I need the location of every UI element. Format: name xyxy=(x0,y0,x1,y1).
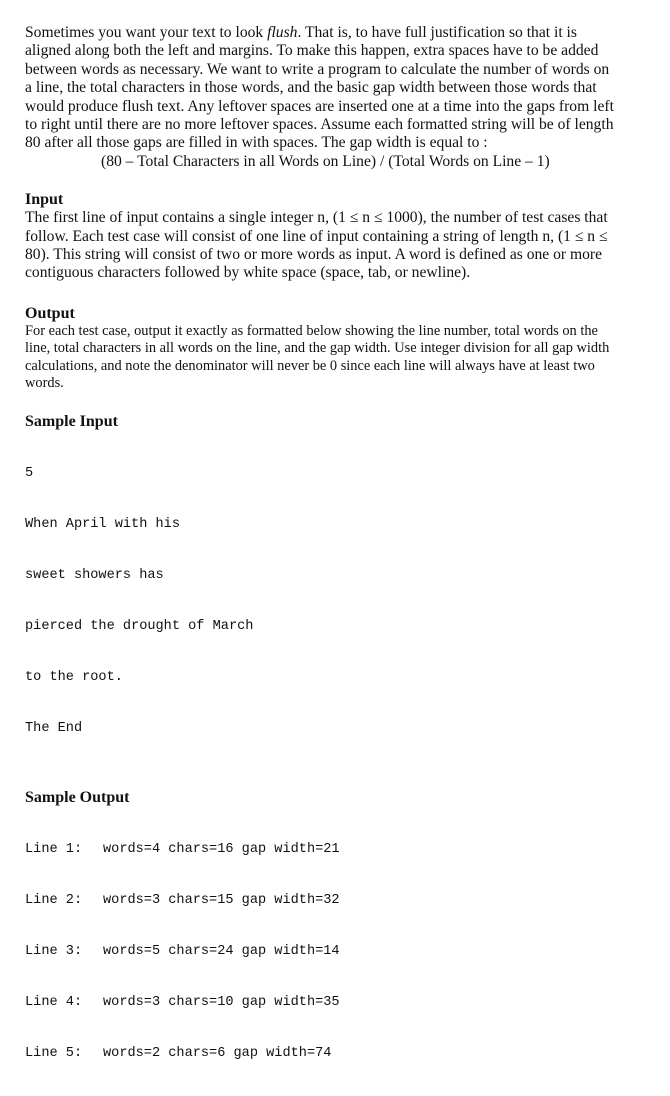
input-heading: Input xyxy=(25,191,64,209)
input-line: contiguous characters followed by white space (space, tab, or newline). xyxy=(25,264,471,282)
sample-output-row xyxy=(25,841,640,858)
sample-input-line: The End xyxy=(25,720,83,736)
output-line: line, total characters in all words on the line, and the gap width. Use integer division for all gap width xyxy=(25,340,610,357)
sample-input-block xyxy=(25,431,640,771)
intro-line: 80 after all those gaps are filled in with spaces. The gap width is equal to : xyxy=(25,134,488,152)
sample-output-block xyxy=(25,807,640,1096)
intro-line: would produce flush text. Any leftover spaces are inserted one at a time into the gaps from left xyxy=(25,97,614,115)
intro-line: aligned along both the left and margins. To make this happen, extra spaces have to be added xyxy=(25,42,599,60)
sample-output-row xyxy=(25,892,640,909)
sample-output-text: words=4 chars=16 gap width=21 xyxy=(103,841,340,857)
sample-input-line: pierced the drought of March xyxy=(25,618,254,634)
intro-line: between words as necessary. We want to write a program to calculate the number of words on xyxy=(25,60,610,78)
sample-input-line: sweet showers has xyxy=(25,567,164,583)
gap-width-formula: (80 – Total Characters in all Words on Line) / (Total Words on Line – 1) xyxy=(101,152,550,170)
sample-output-text: words=3 chars=10 gap width=35 xyxy=(103,994,340,1010)
intro-line: Sometimes you want your text to look flush. That is, to have full justification so that it is xyxy=(25,24,577,41)
sample-input-line: to the root. xyxy=(25,669,123,685)
output-line: calculations, and note the denominator will never be 0 since each line will always have at least two xyxy=(25,357,595,374)
input-line: follow. Each test case will consist of one line of input containing a string of length n, (1 ≤ n ≤ xyxy=(25,227,608,245)
input-paragraph xyxy=(25,209,640,283)
input-line: 80). This string will consist of two or more words as input. A word is defined as one or more xyxy=(25,246,603,264)
output-heading: Output xyxy=(25,304,75,322)
intro-line: a line, the total characters in those words, and the basic gap width between those words that xyxy=(25,79,597,97)
sample-output-row xyxy=(25,1045,640,1062)
sample-output-text: words=5 chars=24 gap width=14 xyxy=(103,943,340,959)
sample-output-label: Line 1: xyxy=(25,841,83,857)
sample-input-line: 5 xyxy=(25,465,34,481)
output-paragraph xyxy=(25,323,640,393)
sample-output-label: Line 3: xyxy=(25,943,83,959)
output-line: For each test case, output it exactly as formatted below showing the line number, total words on the xyxy=(25,322,598,339)
flush-word: flush xyxy=(267,24,298,41)
sample-input-line: When April with his xyxy=(25,516,180,532)
sample-output-heading: Sample Output xyxy=(25,788,130,806)
output-line: words. xyxy=(25,375,64,392)
sample-output-text: words=3 chars=15 gap width=32 xyxy=(103,892,340,908)
intro-line: to right until there are no more leftover spaces. Assume each formatted string will be of length xyxy=(25,116,614,134)
sample-output-row xyxy=(25,943,640,960)
problem-statement xyxy=(25,24,640,1096)
sample-output-label: Line 4: xyxy=(25,994,83,1010)
sample-output-row xyxy=(25,994,640,1011)
sample-output-label: Line 2: xyxy=(25,892,83,908)
sample-output-label: Line 5: xyxy=(25,1045,83,1061)
input-line: The first line of input contains a single integer n, (1 ≤ n ≤ 1000), the number of test cases that xyxy=(25,209,608,227)
intro-paragraph xyxy=(25,24,640,171)
sample-input-heading: Sample Input xyxy=(25,412,118,430)
sample-output-text: words=2 chars=6 gap width=74 xyxy=(103,1045,332,1061)
